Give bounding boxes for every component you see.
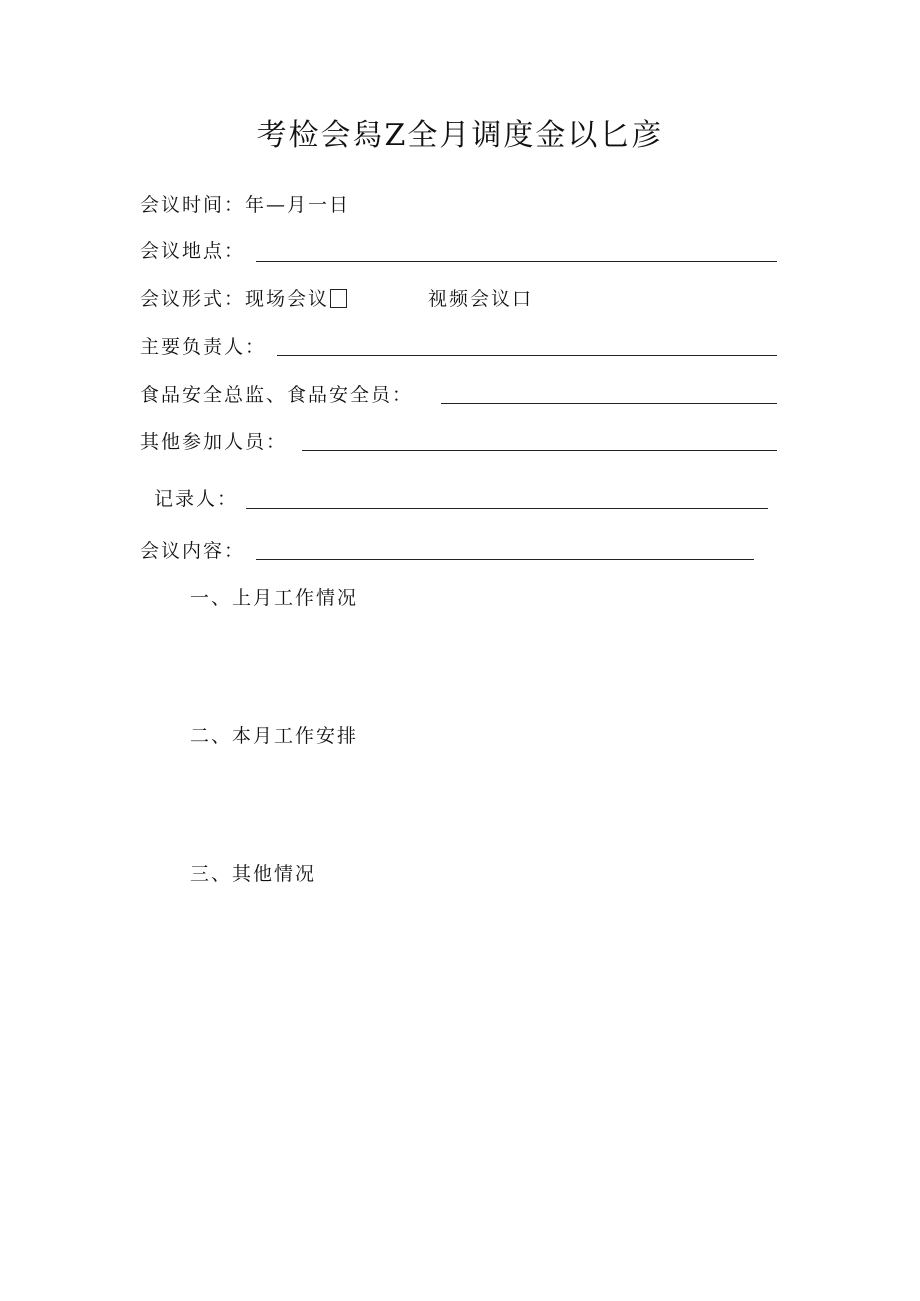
main-responsible-label: 主要负责人：: [140, 336, 267, 358]
main-responsible-field[interactable]: [277, 355, 777, 356]
meeting-content-row: [140, 537, 245, 565]
section-last-month: 一、上月工作情况: [190, 587, 359, 609]
video-option-label[interactable]: 视频会议口: [428, 288, 534, 310]
food-safety-label: 食品安全总监、食品安全员：: [140, 384, 414, 406]
meeting-place-field[interactable]: [256, 261, 777, 262]
recorder-field[interactable]: [246, 508, 768, 509]
meeting-form-label: 会议形式：: [140, 288, 246, 310]
meeting-time-label: 会议时间：: [140, 194, 246, 216]
food-safety-row: [140, 381, 413, 409]
food-safety-field[interactable]: [441, 403, 777, 404]
other-participants-field[interactable]: [302, 450, 777, 451]
onsite-option-label: 现场会议: [245, 288, 330, 310]
meeting-form-row: [140, 285, 347, 313]
section-other: 三、其他情况: [190, 863, 317, 885]
main-responsible-row: [140, 333, 266, 361]
meeting-content-label: 会议内容：: [140, 540, 246, 562]
video-option-row[interactable]: [428, 285, 533, 313]
onsite-checkbox[interactable]: [330, 289, 347, 308]
meeting-time-row: [140, 191, 350, 219]
other-participants-label: 其他参加人员：: [140, 431, 288, 453]
meeting-content-field[interactable]: [256, 559, 754, 560]
section-this-month: 二、本月工作安排: [190, 725, 359, 747]
recorder-label: 记录人：: [154, 488, 239, 510]
meeting-place-label: 会议地点：: [140, 240, 246, 262]
document-title: 考检会舄Z全月调度金以匕彦: [256, 118, 664, 153]
meeting-place-row: [140, 237, 245, 265]
meeting-time-value[interactable]: 年—月一日: [245, 194, 351, 216]
recorder-row: [154, 485, 238, 513]
other-participants-row: [140, 428, 287, 456]
